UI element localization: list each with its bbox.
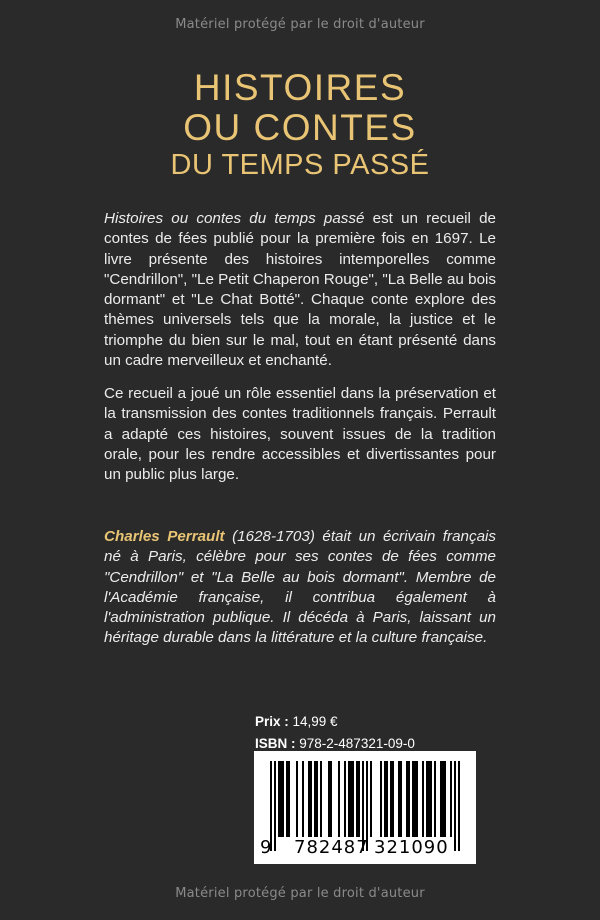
barcode-bar	[414, 761, 416, 837]
barcode-bar	[296, 761, 298, 837]
barcode-bar	[316, 761, 318, 837]
barcode-bar	[338, 761, 340, 837]
barcode-bar	[348, 761, 350, 837]
isbn-value: 978-2-487321-09-0	[299, 736, 415, 751]
barcode-bar	[328, 761, 330, 837]
barcode-bar	[390, 761, 392, 837]
barcode-bar	[358, 761, 360, 837]
price-row	[255, 711, 415, 733]
title-line-2: OU CONTES	[183, 107, 417, 148]
barcode-bar	[430, 761, 432, 837]
barcode-bar	[440, 761, 442, 837]
synopsis-text: est un recueil de contes de fées publié pour la première fois en 1697. Le livre présente des histoires intemporelles comme "Cendrillon", "Le Petit Chaperon Rouge", "La Belle au bois dormant" et "Le Chat Botté". Chaque conte explore des thèmes universels tels que la morale, la justice et le triomphe du bien sur le mal, tout en étant présenté dans un cadre merveilleux et enchanté.	[104, 210, 496, 370]
barcode-bar	[286, 761, 288, 837]
barcode-bar	[344, 761, 346, 837]
barcode-bar	[288, 761, 290, 837]
barcode-group-2: 321090	[374, 837, 449, 858]
copyright-watermark-bottom: Matériel protégé par le droit d'auteur	[175, 886, 425, 901]
author-bio-text: était un écrivain français né à Paris, célèbre pour ses contes de fées comme "Cendrillon" et "La Belle au bois dormant". Membre de l'Académie française, il contribua également à l'administration publique. Il décéda à Paris, laissant un héritage durable dans la littérature et la culture française.	[104, 528, 496, 647]
price-isbn-block	[255, 711, 415, 755]
barcode-bar	[350, 761, 352, 837]
barcode-bar	[278, 761, 280, 837]
barcode-bar	[386, 761, 388, 837]
barcode-bar	[320, 761, 322, 837]
price-value: 14,99 €	[292, 714, 338, 729]
barcode-bar	[280, 761, 282, 837]
barcode-guard-bar	[458, 761, 460, 851]
author-bio-paragraph	[104, 527, 496, 649]
barcode-bar	[392, 761, 394, 837]
barcode-bar	[282, 761, 284, 837]
barcode-bar	[310, 761, 312, 837]
barcode-bar	[442, 761, 444, 837]
barcode-first-digit: 9	[260, 837, 272, 858]
book-title-inline: Histoires ou contes du temps passé	[104, 210, 365, 227]
copyright-watermark-top: Matériel protégé par le droit d'auteur	[175, 17, 425, 32]
barcode-bar	[412, 761, 414, 837]
barcode-bar	[408, 761, 410, 837]
barcode-bar	[384, 761, 386, 837]
barcode-bar	[400, 761, 402, 837]
isbn-barcode	[254, 751, 476, 864]
author-name: Charles Perrault	[104, 528, 225, 545]
barcode-bar	[450, 761, 452, 837]
barcode-group-1: 782487	[294, 837, 369, 858]
author-dates: (1628-1703)	[224, 528, 315, 545]
price-label: Prix :	[255, 714, 293, 729]
barcode-bar	[398, 761, 400, 837]
title-line-3: DU TEMPS PASSÉ	[170, 149, 430, 181]
barcode-bar	[428, 761, 430, 837]
book-title	[0, 68, 600, 182]
isbn-label: ISBN :	[255, 736, 300, 751]
synopsis-paragraph	[104, 209, 496, 371]
barcode-bar	[314, 761, 316, 837]
barcode-bar	[308, 761, 310, 837]
barcode-bar	[416, 761, 418, 837]
barcode-bar	[426, 761, 428, 837]
title-line-1: HISTOIRES	[193, 67, 407, 108]
barcode-bar	[370, 761, 372, 837]
barcode-bar	[434, 761, 436, 837]
barcode-bar	[302, 761, 304, 837]
barcode-bar	[380, 761, 382, 837]
barcode-bar	[330, 761, 332, 837]
barcode-bar	[352, 761, 354, 837]
barcode-bar	[356, 761, 358, 837]
barcode-bar	[406, 761, 408, 837]
barcode-guard-bar	[274, 761, 276, 851]
barcode-bar	[444, 761, 446, 837]
barcode-guard-bar	[454, 761, 456, 851]
barcode-bar	[422, 761, 424, 837]
context-paragraph: Ce recueil a joué un rôle essentiel dans la préservation et la transmission des contes traditionnels français. Perrault a adapté ces histoires, souvent issues de la tradition orale, pour les rendre accessibles et divertissantes pour un public plus large.	[104, 385, 496, 484]
